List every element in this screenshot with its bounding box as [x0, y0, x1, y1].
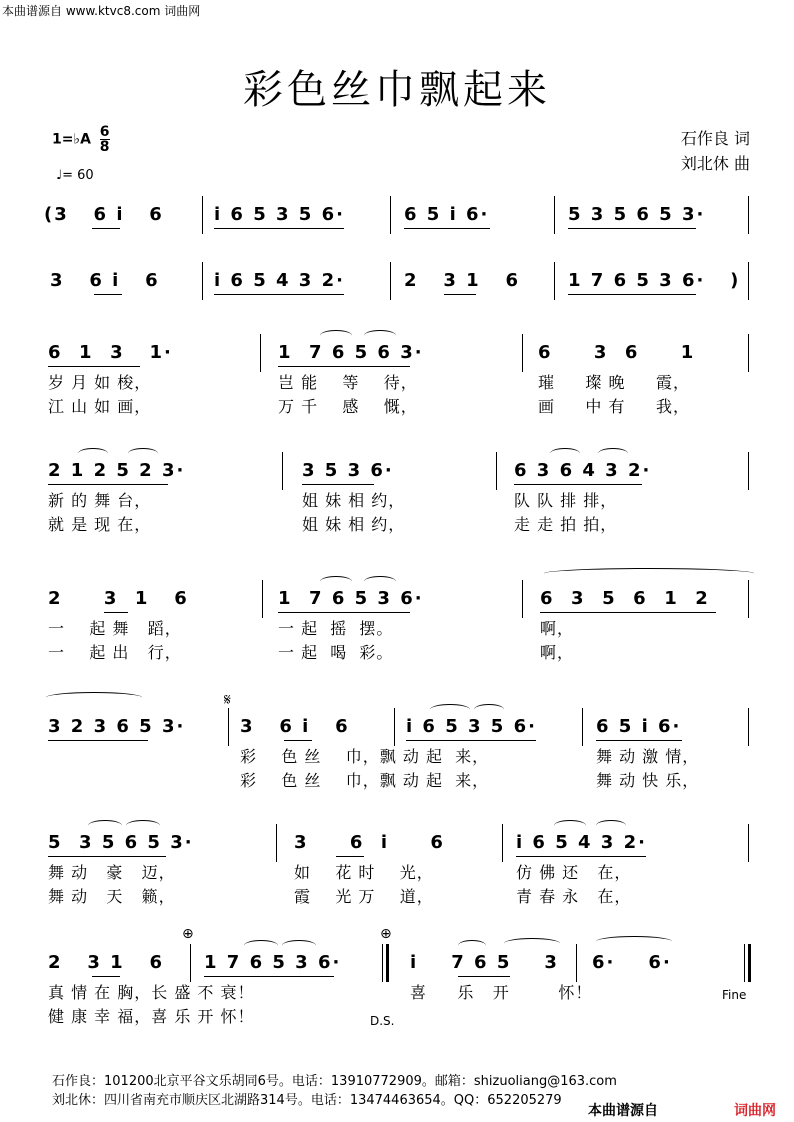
measure: 6· 6· — [592, 952, 672, 973]
barline — [748, 334, 749, 372]
beam — [568, 294, 696, 295]
beam — [94, 294, 122, 295]
lyric-verse-2: 画 中 有 我， — [538, 397, 690, 416]
measure: 5 3 5 6 5 3· — [48, 832, 194, 853]
tempo-mark: ♩= 60 — [56, 168, 94, 183]
slur — [596, 820, 626, 831]
segno-icon: 𝄋 — [224, 690, 231, 709]
lyric-verse-1: 舞 动 豪 迈， — [48, 863, 176, 882]
beam — [278, 612, 410, 613]
barline — [202, 196, 203, 234]
lyric-verse-2: 万 千 感 慨， — [278, 397, 418, 416]
beam — [540, 612, 716, 613]
slur — [544, 568, 754, 579]
lyric-verse-2: 青 春 永 在， — [516, 887, 632, 906]
barline — [282, 452, 283, 490]
page-title: 彩色丝巾飘起来 — [243, 67, 551, 113]
slur — [364, 576, 396, 587]
watermark-brand: 词曲网 — [734, 1103, 776, 1119]
slur — [88, 820, 122, 831]
watermark-top: 本曲谱源自 www.ktvc8.com 词曲网 — [2, 4, 201, 18]
lyric-verse-2: 健 康 幸 福，喜 乐 开 怀！ — [48, 1007, 255, 1026]
measure: 5 3 5 6 5 3· — [568, 204, 706, 225]
beam — [568, 228, 696, 229]
beam — [214, 228, 344, 229]
fine-mark: Fine — [722, 988, 747, 1002]
lyric-verse-1: 舞 动 激 情， — [596, 747, 700, 766]
beam — [302, 484, 374, 485]
beam — [516, 856, 646, 857]
lyric-verse-2: 江 山 如 画， — [48, 397, 152, 416]
key-tonic: 1=♭A — [52, 131, 91, 148]
slur — [364, 330, 396, 341]
lyric-verse-2: 一 起 喝 彩。 — [278, 643, 394, 662]
final-barline — [744, 944, 751, 982]
measure: 2 3 1 6 — [48, 588, 189, 609]
barline — [576, 944, 577, 982]
barline — [748, 580, 749, 618]
measure: 6 1 3 1· — [48, 342, 173, 363]
barline — [522, 580, 523, 618]
measure: i 6 5 4 3 2· — [214, 270, 345, 291]
lyric-verse-1: 璀 璨 晚 霞， — [538, 373, 690, 392]
barline — [748, 262, 749, 300]
lyric-verse-1: 彩 色 丝 巾，飘 动 起 来， — [240, 747, 490, 766]
barline — [262, 580, 263, 618]
barline — [260, 334, 261, 372]
barline — [748, 196, 749, 234]
measure: 6 3 6 4 3 2· — [514, 460, 652, 481]
lyric-verse-2: 啊， — [540, 643, 575, 662]
time-denominator: 8 — [99, 139, 110, 155]
lyricist-credit: 石作良 词 — [680, 129, 750, 148]
barline — [748, 824, 749, 862]
score-line-5 — [44, 588, 756, 662]
beam — [48, 740, 148, 741]
beam — [278, 366, 410, 367]
measure: 1 7 6 5 3 6· — [278, 588, 424, 609]
lyric-verse-1: 新 的 舞 台， — [48, 491, 152, 510]
lyric-verse-2: 舞 动 天 籁， — [48, 887, 176, 906]
slur — [244, 940, 278, 951]
barline — [748, 708, 749, 746]
lyric-verse-1: 一 起 舞 蹈， — [48, 619, 182, 638]
coda-icon: ⊕ — [182, 926, 194, 942]
lyric-verse-1: 喜 乐 开 怀！ — [410, 983, 593, 1002]
beam — [214, 294, 344, 295]
measure: 6 3 6 1 — [538, 342, 696, 363]
barline — [276, 824, 277, 862]
lyric-verse-1: 姐 妹 相 约， — [302, 491, 406, 510]
barline — [228, 708, 229, 746]
lyric-verse-1: 队 队 排 排， — [514, 491, 618, 510]
measure: 2 3 1 6 — [404, 270, 520, 291]
barline — [582, 708, 583, 746]
slur — [320, 330, 352, 341]
ds-mark: D.S. — [370, 1014, 395, 1028]
lyric-verse-1: 岂 能 等 待， — [278, 373, 418, 392]
lyric-verse-1: 啊， — [540, 619, 575, 638]
lyric-verse-1: 一 起 摇 摆。 — [278, 619, 394, 638]
beam — [406, 740, 536, 741]
barline — [394, 708, 395, 746]
measure: 2 3 1 6 — [48, 952, 164, 973]
measure: 3 6 i 6 — [50, 270, 160, 291]
slur — [320, 576, 352, 587]
beam — [48, 366, 140, 367]
measure: i 7 6 5 3 — [410, 952, 559, 973]
beam — [514, 484, 642, 485]
slur — [474, 704, 504, 715]
lyric-verse-2: 舞 动 快 乐， — [596, 771, 700, 790]
measure: 3 2 3 6 5 3· — [48, 716, 186, 737]
slur — [596, 936, 672, 947]
slur — [126, 820, 160, 831]
measure: (3 6 i 6 — [44, 204, 164, 225]
barline — [496, 452, 497, 490]
beam — [48, 484, 168, 485]
lyric-verse-2: 走 走 拍 拍， — [514, 515, 618, 534]
barline — [554, 196, 555, 234]
lyric-verse-1: 岁 月 如 梭， — [48, 373, 152, 392]
measure: i 6 5 3 5 6· — [214, 204, 345, 225]
measure: i 6 5 4 3 2· — [516, 832, 647, 853]
barline — [554, 262, 555, 300]
slur — [430, 704, 470, 715]
repeat-barline — [382, 944, 389, 982]
measure: 6 5 i 6· — [404, 204, 490, 225]
lyric-verse-2: 就 是 现 在， — [48, 515, 152, 534]
slur — [504, 938, 560, 949]
barline — [502, 824, 503, 862]
slur — [598, 448, 628, 459]
lyric-verse-1: 仿 佛 还 在， — [516, 863, 632, 882]
slur — [458, 940, 486, 951]
beam — [204, 976, 334, 977]
barline — [190, 944, 191, 982]
measure: 2 1 2 5 2 3· — [48, 460, 186, 481]
score-line-2 — [44, 270, 756, 294]
lyric-verse-2: 姐 妹 相 约， — [302, 515, 406, 534]
slur — [128, 448, 158, 459]
slur — [46, 692, 142, 703]
measure: 6 3 5 6 1 2 — [540, 588, 710, 609]
contact-composer: 刘北休：四川省南充市顺庆区北湖路314号。电话：13474463654。QQ：652205279 — [52, 1093, 562, 1108]
score-line-7 — [44, 832, 756, 906]
beam — [92, 228, 120, 229]
slur — [78, 448, 108, 459]
measure: 3 5 3 6· — [302, 460, 394, 481]
lyric-verse-1: 真 情 在 胸，长 盛 不 衰！ — [48, 983, 255, 1002]
slur — [554, 820, 586, 831]
lyric-verse-2: 彩 色 丝 巾，飘 动 起 来， — [240, 771, 490, 790]
beam — [92, 976, 120, 977]
barline — [522, 334, 523, 372]
key-signature — [52, 125, 110, 154]
score-line-4 — [44, 460, 756, 534]
contact-lyricist: 石作良：101200北京平谷文乐胡同6号。电话：13910772909。邮箱：shizuoliang@163.com — [52, 1074, 617, 1089]
barline — [748, 452, 749, 490]
measure: 3 6 i 6 — [240, 716, 350, 737]
measure: 1 7 6 5 3 6· ) — [568, 270, 741, 291]
watermark-source: 本曲谱源自 — [588, 1103, 658, 1119]
measure: 6 5 i 6· — [596, 716, 682, 737]
barline — [202, 262, 203, 300]
score-line-1 — [44, 204, 756, 228]
beam — [444, 294, 476, 295]
measure: 3 6 i 6 — [294, 832, 445, 853]
composer-credit: 刘北休 曲 — [680, 154, 750, 173]
time-signature — [100, 125, 110, 154]
barline — [390, 262, 391, 300]
measure: 1 7 6 5 3 6· — [204, 952, 342, 973]
score-line-6 — [44, 690, 756, 790]
beam — [596, 740, 682, 741]
measure: 1 7 6 5 6 3· — [278, 342, 424, 363]
measure: i 6 5 3 5 6· — [406, 716, 537, 737]
beam — [284, 740, 312, 741]
slur — [550, 448, 580, 459]
beam — [48, 856, 166, 857]
beam — [336, 856, 364, 857]
lyric-verse-1: 如 花 时 光， — [294, 863, 434, 882]
slur — [282, 940, 316, 951]
score-line-8 — [44, 926, 756, 1028]
barline — [390, 196, 391, 234]
beam — [404, 228, 490, 229]
beam — [458, 976, 510, 977]
lyric-verse-2: 霞 光 万 道， — [294, 887, 434, 906]
lyric-verse-2: 一 起 出 行， — [48, 643, 182, 662]
coda-icon: ⊕ — [380, 926, 392, 942]
beam — [104, 612, 128, 613]
score-line-3 — [44, 342, 756, 416]
time-numerator: 6 — [99, 124, 110, 140]
